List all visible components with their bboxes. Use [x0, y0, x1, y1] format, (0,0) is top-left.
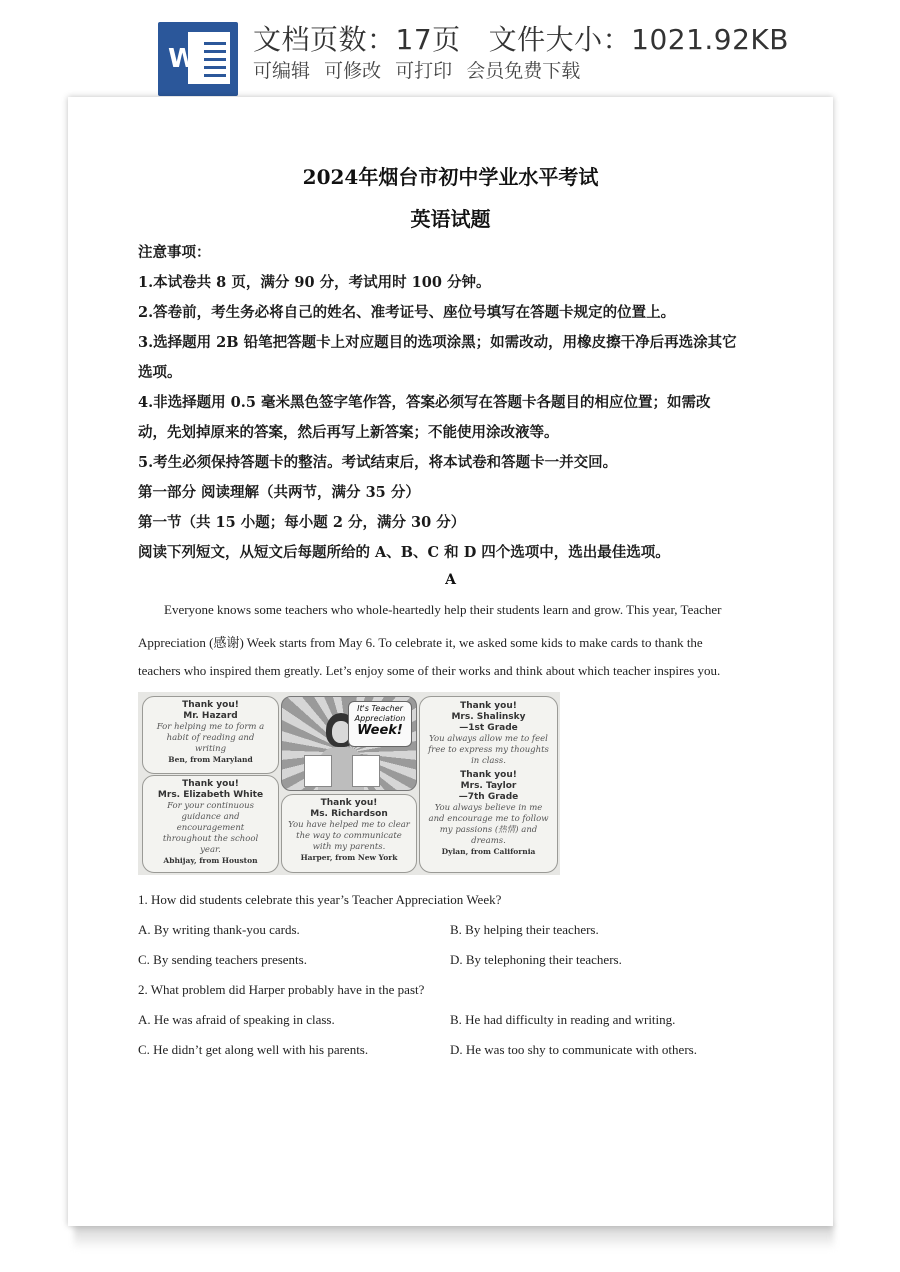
page-count: 文档页数：17页: [253, 23, 461, 56]
word-letter: W: [168, 44, 197, 74]
option-c: C. He didn’t get along well with his parents.: [138, 1042, 369, 1057]
appreciation-week-banner: It's Teacher Appreciation Week!: [348, 701, 412, 747]
page-shadow: [74, 1224, 834, 1250]
feature-list: [253, 56, 588, 83]
card-hazard: Thank you! Mr. Hazard For helping me to form a habit of reading and writing Ben, from Maryland: [142, 696, 279, 774]
feature-printable: 可打印: [395, 60, 453, 82]
card-richardson: Thank you! Ms. Richardson You have helped me to clear the way to communicate with my parents. Harper, from New York: [281, 794, 417, 873]
card-shalinsky-taylor: Thank you! Mrs. Shalinsky —1st Grade You always allow me to feel free to express my thoughts in class. Thank you! Mrs. Taylor —7th Grade You always believe in me and encourage me to follow my passions (热情) and dreams. Dylan, from California: [419, 696, 558, 873]
passage-line: Everyone knows some teachers who whole-heartedly help their students learn and grow. This year, Teacher: [164, 602, 722, 617]
thank-you-cards-image: [138, 692, 560, 875]
document-page: [68, 97, 833, 1226]
instructions: 阅读下列短文，从短文后每题所给的 A、B、C 和 D 四个选项中，选出最佳选项。: [138, 544, 670, 561]
notice-line: 5.考生必须保持答题卡的整洁。考试结束后，将本试卷和答题卡一并交回。: [138, 454, 618, 471]
feature-member-download[interactable]: 会员免费下载: [466, 60, 581, 82]
option-a: A. He was afraid of speaking in class.: [138, 1012, 335, 1027]
option-b: B. He had difficulty in reading and writing.: [450, 1012, 676, 1027]
notice-line: 1.本试卷共 8 页，满分 90 分，考试用时 100 分钟。: [138, 274, 491, 291]
section-heading: 第一节（共 15 小题；每小题 2 分，满分 30 分）: [138, 514, 466, 531]
notice-heading: 注意事项：: [138, 244, 211, 261]
file-size: 文件大小：1021.92KB: [488, 23, 789, 56]
passage-line: teachers who inspired them greatly. Let’s enjoy some of their works and think about which teacher inspires you.: [138, 663, 721, 678]
option-c: C. By sending teachers presents.: [138, 952, 307, 967]
question-stem: 2. What problem did Harper probably have in the past?: [138, 982, 425, 997]
notice-line: 动，先划掉原来的答案，然后再写上新答案；不能使用涂改液等。: [138, 424, 559, 441]
feature-modifiable: 可修改: [324, 60, 382, 82]
notice-line: 3.选择题用 2B 铅笔把答题卡上对应题目的选项涂黑；如需改动，用橡皮擦干净后再选涂其它: [138, 334, 737, 351]
student-photo: [281, 696, 417, 791]
notice-line: 4.非选择题用 0.5 毫米黑色签字笔作答，答案必须写在答题卡各题目的相应位置；如需改: [138, 394, 711, 411]
option-d: D. He was too shy to communicate with others.: [450, 1042, 697, 1057]
passage-line: Appreciation (感谢) Week starts from May 6. To celebrate it, we asked some kids to make cards to thank the: [138, 635, 703, 650]
exam-subtitle: 英语试题: [410, 207, 491, 231]
option-a: A. By writing thank-you cards.: [138, 922, 300, 937]
file-info: [253, 18, 789, 58]
question-stem: 1. How did students celebrate this year’s Teacher Appreciation Week?: [138, 892, 502, 907]
notice-line: 选项。: [138, 364, 182, 381]
download-banner: [0, 0, 900, 96]
option-b: B. By helping their teachers.: [450, 922, 599, 937]
exam-title: 2024年烟台市初中学业水平考试: [302, 165, 599, 189]
passage-label: A: [445, 572, 456, 588]
word-doc-icon: [158, 22, 238, 96]
notice-line: 2.答卷前，考生务必将自己的姓名、准考证号、座位号填写在答题卡规定的位置上。: [138, 304, 676, 321]
feature-editable: 可编辑: [253, 60, 311, 82]
option-d: D. By telephoning their teachers.: [450, 952, 622, 967]
part-heading: 第一部分 阅读理解（共两节，满分 35 分）: [138, 484, 420, 501]
card-white: Thank you! Mrs. Elizabeth White For your continuous guidance and encouragement throughout the school year. Abhijay, from Houston: [142, 775, 279, 873]
